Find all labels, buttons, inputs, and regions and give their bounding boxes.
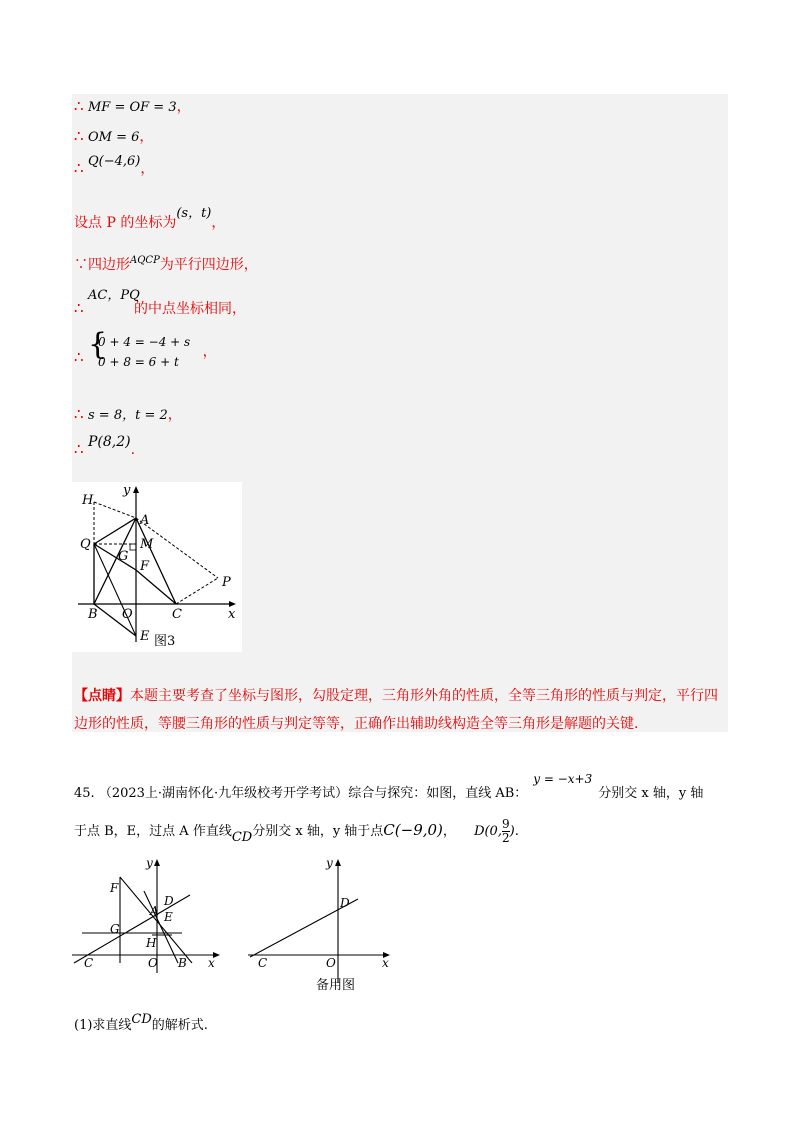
figure-3-caption: 图3 (154, 634, 176, 649)
right-label-y: y (326, 856, 333, 870)
solution-line-1: ∴ MF = OF = 3， (74, 97, 191, 115)
question-1: (1)求直线CD的解析式. (74, 1012, 208, 1033)
label-B: B (88, 607, 98, 622)
right-figure-caption: 备用图 (316, 978, 356, 993)
label-E: E (140, 629, 150, 644)
left-label-x: x (208, 956, 215, 970)
left-label-y: y (146, 856, 153, 870)
solution-line-8: ∴ s = 8，t = 2， (74, 405, 182, 423)
right-label-O: O (326, 956, 336, 970)
label-O: O (122, 607, 133, 622)
right-label-D: D (340, 896, 350, 910)
figure-left (72, 855, 224, 975)
solution-line-6: AC，PQ (88, 288, 140, 303)
label-y: y (123, 483, 131, 498)
label-H: H (82, 493, 94, 508)
left-label-B: B (178, 956, 187, 970)
left-label-O: O (148, 956, 158, 970)
solution-line-3: ∴ Q(−4,6)， (74, 154, 155, 177)
left-label-F: F (110, 881, 119, 895)
equation-system: { 0 + 4 = −4 + s 0 + 8 = 6 + t (88, 327, 191, 369)
figure-3 (72, 482, 242, 652)
label-C: C (172, 607, 182, 622)
label-x: x (228, 607, 236, 622)
dianjing-comment: 【点睛】本题主要考查了坐标与图形，勾股定理，三角形外角的性质，全等三角形的性质与判定，平行四边形的性质，等腰三角形的性质与判定等等，正确作出辅助线构造全等三角形是解题的关键. (74, 688, 718, 732)
figure-right (246, 855, 396, 995)
right-label-C: C (258, 956, 268, 970)
left-label-A: A (150, 904, 159, 918)
label-F: F (140, 559, 150, 574)
solution-line-2: ∴ OM = 6， (74, 127, 154, 145)
solution-line-6b: ∴ 的中点坐标相同， (74, 299, 246, 317)
left-label-C: C (84, 956, 94, 970)
left-label-E: E (164, 910, 173, 924)
solution-line-9: ∴ P(8,2). (74, 434, 136, 458)
label-G: G (118, 549, 129, 564)
label-A: A (140, 513, 150, 528)
label-Q: Q (80, 537, 91, 552)
problem-45-line-1: 45. （2023上·湖南怀化·九年级校考开学考试）综合与探究：如图，直线 AB：y = −x+3分别交 x 轴，y 轴 (74, 772, 704, 801)
solution-line-4: 设点 P 的坐标为(s，t)， (74, 206, 226, 231)
label-P: P (222, 575, 231, 590)
problem-45-line-2: 于点 B，E，过点 A 作直线CD分别交 x 轴，y 轴于点C(−9,0)， D(0, $\frac{9}{2}$ ). (74, 817, 519, 845)
left-label-D: D (164, 894, 174, 908)
left-label-G: G (110, 922, 120, 936)
left-label-H: H (146, 936, 157, 950)
label-M: M (140, 537, 154, 552)
d-fraction: $\frac{9}{2}$ (501, 817, 510, 845)
right-label-x: x (382, 956, 389, 970)
solution-line-7: ∴ { 0 + 4 = −4 + s 0 + 8 = 6 + t ， (74, 332, 217, 372)
solution-line-5: ∵四边形$^{AQCP}$为平行四边形， (74, 255, 258, 273)
